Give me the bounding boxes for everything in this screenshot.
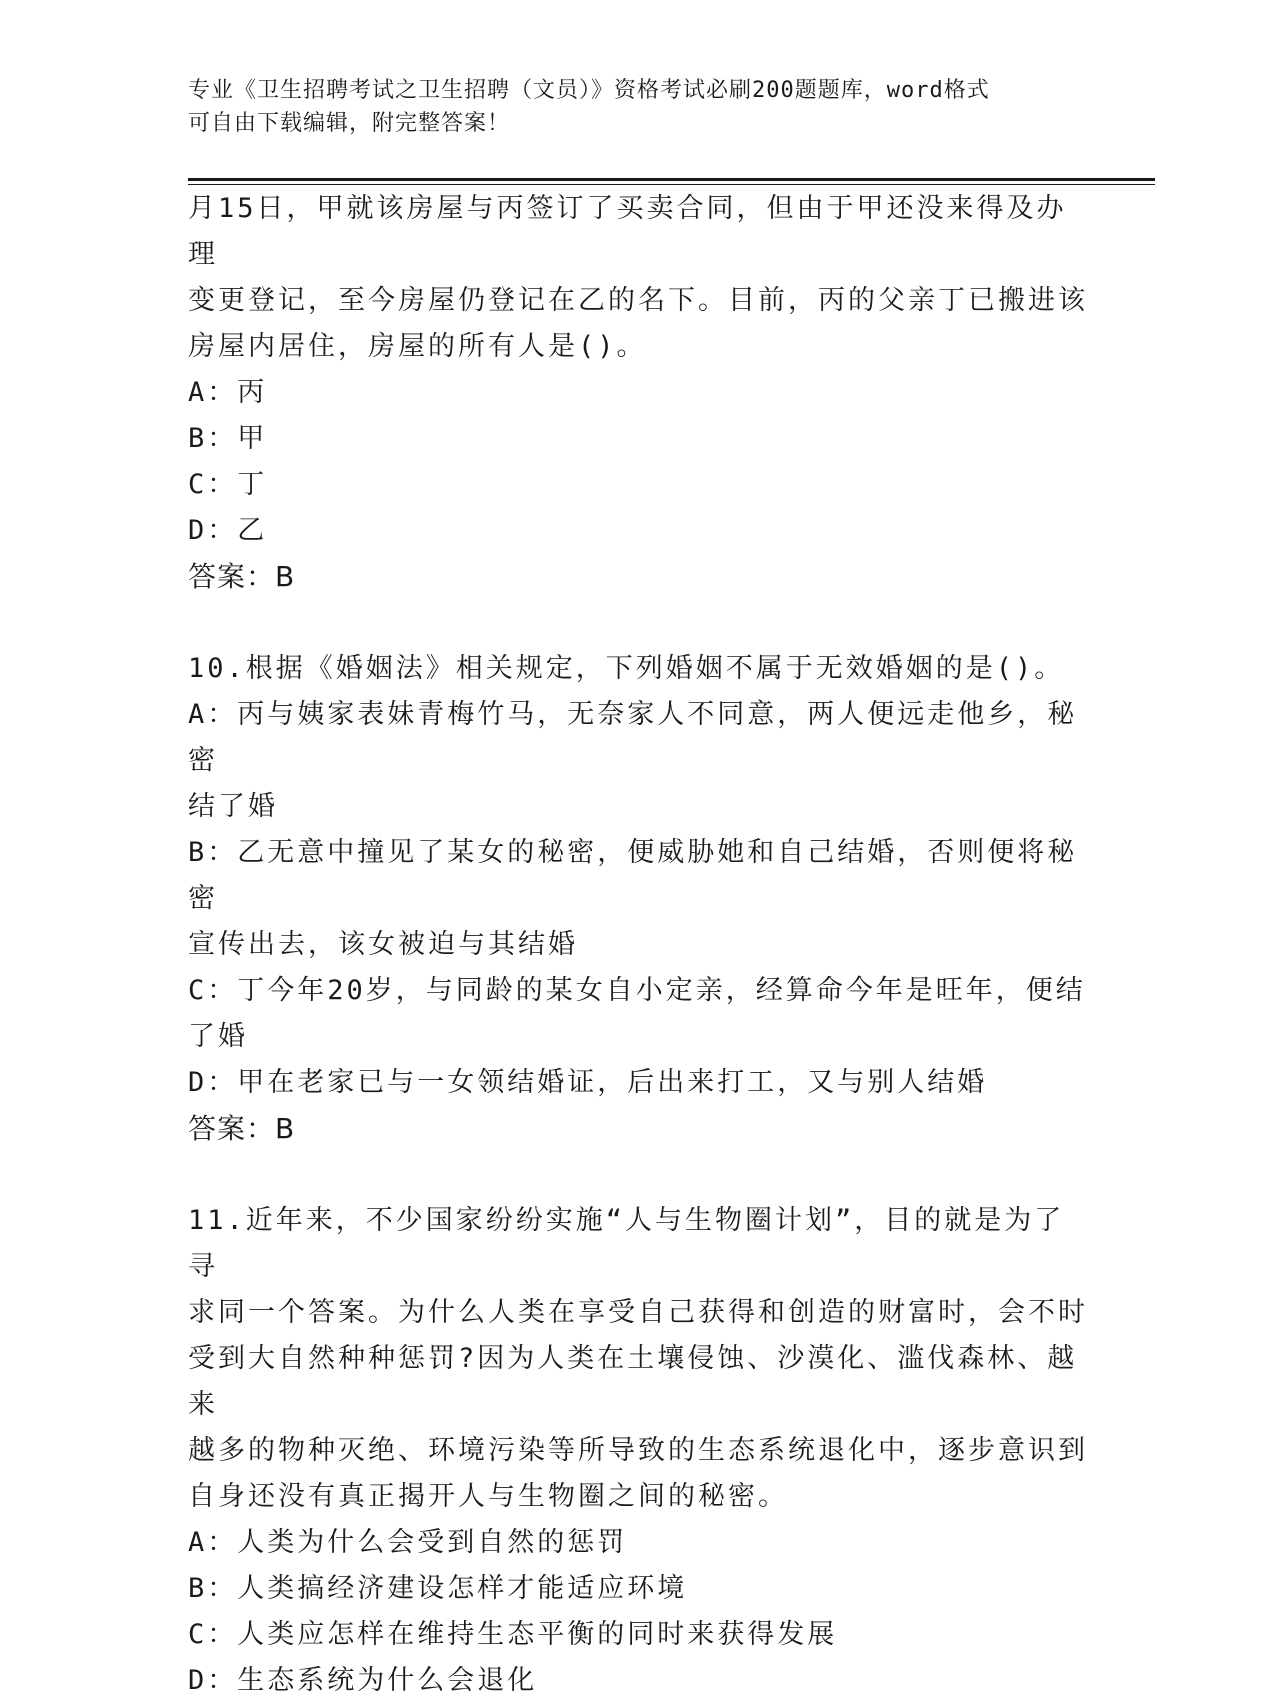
option-c: C：丁 xyxy=(188,469,268,500)
header-divider-thick xyxy=(188,178,1155,181)
option-b: B：甲 xyxy=(188,423,268,454)
document-header xyxy=(188,74,1068,140)
question-stem-line: 受到大自然种种惩罚?因为人类在土壤侵蚀、沙漠化、滥伐森林、越来 xyxy=(188,1343,1078,1420)
answer-label: 答案：B xyxy=(188,1112,296,1145)
option-a: A：人类为什么会受到自然的惩罚 xyxy=(188,1527,628,1558)
option-b: B：乙无意中撞见了某女的秘密，便威胁她和自己结婚，否则便将秘密 xyxy=(188,837,1078,914)
answer-label: 答案：B xyxy=(188,560,296,593)
option-d: D：甲在老家已与一女领结婚证，后出来打工，又与别人结婚 xyxy=(188,1067,988,1098)
question-stem-line: 11.近年来，不少国家纷纷实施“人与生物圈计划”，目的就是为了寻 xyxy=(188,1205,1065,1282)
question-content xyxy=(188,186,1088,1704)
question-stem-line: 10.根据《婚姻法》相关规定，下列婚姻不属于无效婚姻的是()。 xyxy=(188,653,1065,684)
header-divider-thin xyxy=(188,184,1155,185)
question-stem-line: 变更登记，至今房屋仍登记在乙的名下。目前，丙的父亲丁已搬进该 xyxy=(188,285,1088,316)
question-spacer xyxy=(188,1152,1088,1198)
option-b-continued: 宣传出去，该女被迫与其结婚 xyxy=(188,929,578,960)
option-a: A：丙 xyxy=(188,377,268,408)
option-a-continued: 结了婚 xyxy=(188,791,278,822)
header-title-line-1: 专业《卫生招聘考试之卫生招聘（文员）》资格考试必刷200题题库，word格式 xyxy=(188,78,990,103)
question-9 xyxy=(188,186,1088,600)
question-stem-line: 越多的物种灭绝、环境污染等所导致的生态系统退化中，逐步意识到 xyxy=(188,1435,1088,1466)
option-b: B：人类搞经济建设怎样才能适应环境 xyxy=(188,1573,688,1604)
question-11 xyxy=(188,1198,1088,1704)
option-c-continued: 了婚 xyxy=(188,1021,248,1052)
header-title-line-2: 可自由下载编辑，附完整答案！ xyxy=(188,111,511,136)
option-c: C：丁今年20岁，与同龄的某女自小定亲，经算命今年是旺年，便结 xyxy=(188,975,1086,1006)
question-stem-line: 月15日，甲就该房屋与丙签订了买卖合同，但由于甲还没来得及办理 xyxy=(188,193,1067,270)
option-a: A：丙与姨家表妹青梅竹马，无奈家人不同意，两人便远走他乡，秘密 xyxy=(188,699,1078,776)
question-stem-line: 求同一个答案。为什么人类在享受自己获得和创造的财富时，会不时 xyxy=(188,1297,1088,1328)
option-d: D：生态系统为什么会退化 xyxy=(188,1665,538,1696)
question-10 xyxy=(188,646,1088,1152)
question-stem-line: 房屋内居住，房屋的所有人是()。 xyxy=(188,331,647,362)
option-d: D：乙 xyxy=(188,515,268,546)
question-stem-line: 自身还没有真正揭开人与生物圈之间的秘密。 xyxy=(188,1481,788,1512)
option-c: C：人类应怎样在维持生态平衡的同时来获得发展 xyxy=(188,1619,838,1650)
question-spacer xyxy=(188,600,1088,646)
